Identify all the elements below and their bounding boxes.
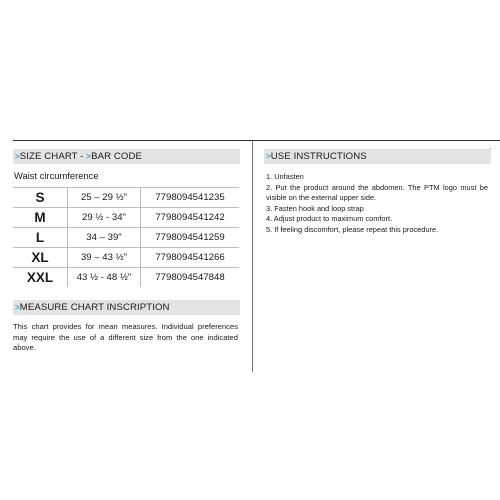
size-cell: XL	[13, 248, 68, 268]
waist-label: Waist circumference	[14, 170, 99, 181]
instruction-step: 5. If feeling discomfort, please repeat this procedure.	[266, 224, 439, 234]
instruction-step: 1. Unfasten	[266, 172, 304, 181]
range-cell: 43 ½ - 48 ½"	[68, 268, 141, 288]
top-rule	[13, 140, 500, 141]
range-cell: 34 – 39"	[68, 228, 141, 248]
arrow-icon: >	[15, 152, 20, 161]
size-cell: XXL	[13, 268, 68, 288]
table-row	[13, 228, 239, 248]
instruction-step: 3. Fasten hook and loop strap	[266, 203, 364, 213]
use-instructions-header	[264, 149, 491, 164]
arrow-icon: >	[15, 303, 20, 312]
size-chart-header	[13, 149, 240, 164]
barcode-cell: 7798094541235	[141, 188, 240, 208]
instruction-step: 2. Put the product around the abdomen. The PTM logo must be visible on the external upper side.	[266, 182, 488, 202]
measure-chart-header	[13, 300, 240, 315]
barcode-cell: 7798094541259	[141, 228, 240, 248]
arrow-icon: >	[266, 152, 271, 161]
barcode-cell: 7798094541242	[141, 208, 240, 228]
table-row	[13, 248, 239, 268]
range-cell: 39 – 43 ½"	[68, 248, 141, 268]
table-row	[13, 208, 239, 228]
instruction-step: 4. Adjust product to maximum comfort.	[266, 214, 393, 223]
barcode-cell: 7798094541266	[141, 248, 240, 268]
table-row	[13, 188, 239, 208]
size-cell: S	[13, 188, 68, 208]
size-cell: L	[13, 228, 68, 248]
use-instructions-title: USE INSTRUCTIONS	[270, 151, 367, 162]
measure-chart-title: MEASURE CHART INSCRIPTION	[19, 302, 170, 313]
range-cell: 25 – 29 ½"	[68, 188, 141, 208]
size-cell: M	[13, 208, 68, 228]
size-table	[13, 187, 239, 287]
arrow-icon: >	[86, 152, 92, 161]
column-divider	[252, 141, 253, 372]
instructions-list	[266, 172, 488, 235]
size-chart-title: SIZE CHART -	[19, 151, 87, 162]
range-cell: 29 ½ - 34"	[68, 208, 141, 228]
barcode-cell: 7798094547848	[141, 268, 240, 288]
measure-chart-text: This chart provides for mean measures. Individual preferences may require the use of a different size from the one indicated above.	[13, 322, 238, 352]
table-row	[13, 268, 239, 288]
bar-code-title: BAR CODE	[91, 151, 142, 162]
